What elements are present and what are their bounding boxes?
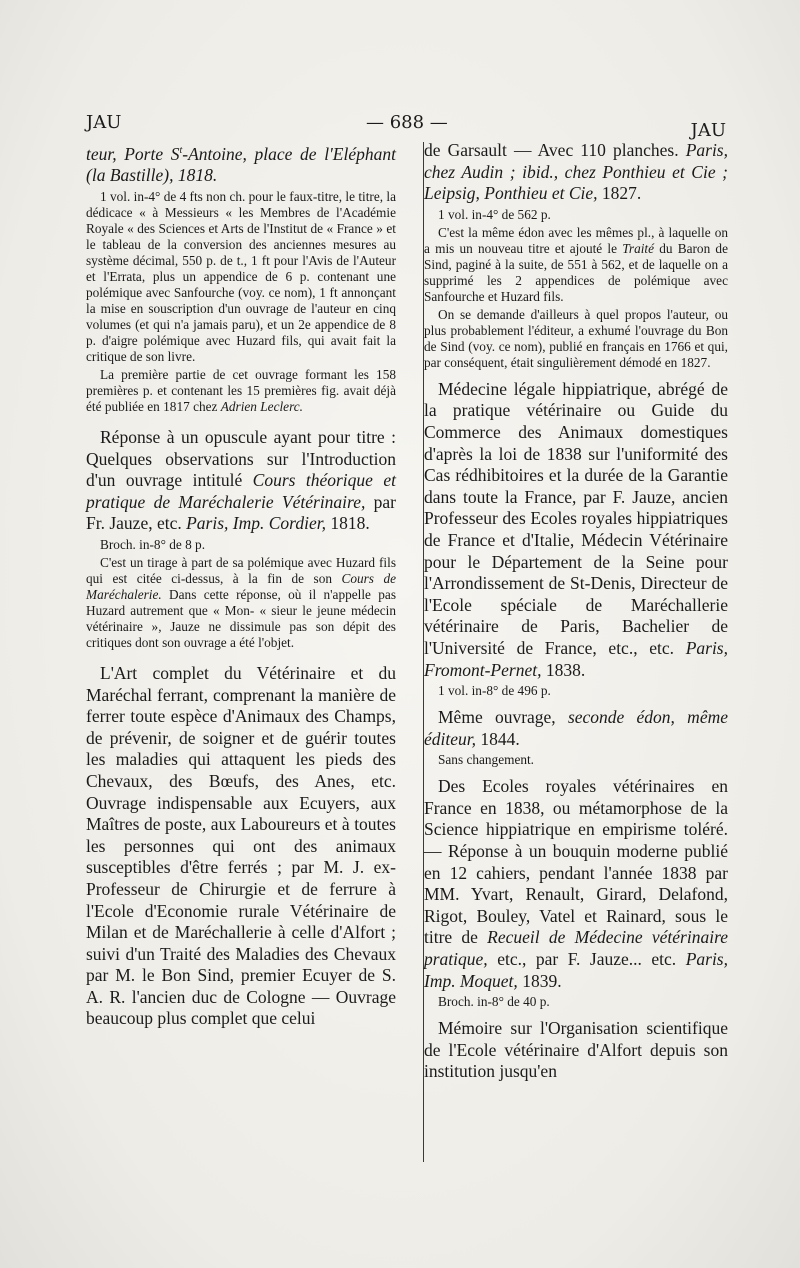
entry-continuation: teur, Porte $S^t$-Antoine, place de l'Eléphant (la Bastille), 1818. bbox=[86, 143, 396, 186]
entry-title-medecine-legale: Médecine légale hippiatrique, abrégé de la pratique vétérinaire ou Guide du Commerce des Animaux domestiques d'après la loi de 1838 sur l'uniformité des Cas rédhibitoires et la durée de la Garantie dans toute la France, par F. Jauze, ancien Professeur des Ecoles royales hippiatriques de France et d'Italie, Médecin Vétérinaire pour le Département de la Seine pour l'Arrondissement de St-Denis, Directeur de l'Ecole spéciale de Maréchallerie vétérinaire de Paris, Bachelier de l'Université de France, etc., etc. Paris, Fromont-Pernet, 1838. bbox=[424, 378, 728, 680]
running-header bbox=[86, 112, 726, 142]
entry-title-memoire: Mémoire sur l'Organisation scientifique de l'Ecole vétérinaire d'Alfort depuis son institution jusqu'en bbox=[424, 1018, 728, 1082]
entry-title-reponse: Réponse à un opuscule ayant pour titre : Quelques observations sur l'Introduction d'un ouvrage intitulé Cours théorique et pratique de Maréchalerie Vétérinaire, par Fr. Jauze, etc. Paris, Imp. Cordier, 1818. bbox=[86, 427, 396, 534]
entry-continuation: de Garsault — Avec 110 planches. Paris, chez Audin ; ibid., chez Ponthieu et Cie ; Leipsig, Ponthieu et Cie, 1827. bbox=[424, 140, 728, 204]
left-column bbox=[86, 140, 396, 1032]
entry-format: 1 vol. in-4° de 562 p. bbox=[438, 206, 551, 222]
page-number: — 688 — bbox=[366, 112, 448, 133]
entry-title-ecoles-royales: Des Ecoles royales vétérinaires en France en 1838, ou métamorphose de la Science hippiatrique en empirisme toléré. — Réponse à un bouquin moderne publié en 12 cahiers, pendant l'année 1838 par MM. Yvart, Renault, Girard, Delafond, Rigot, Bouley, Vatel et Rainard, sous le titre de Recueil de Médecine vétérinaire pratique, etc., par F. Jauze... etc. Paris, Imp. Moquet, 1839. bbox=[424, 776, 728, 991]
entry-format: Broch. in-8° de 40 p. bbox=[438, 994, 550, 1010]
entry-note: On se demande d'ailleurs à quel propos l'auteur, ou plus probablement l'éditeur, a exhumé l'ouvrage du Bon de Sind (voy. ce nom), publié en français en 1766 et qui, par conséquent, était singulièrement démodé en 1827. bbox=[424, 306, 728, 370]
right-column bbox=[424, 140, 728, 1085]
entry-title-art-complet: L'Art complet du Vétérinaire et du Maréchal ferrant, comprenant la manière de ferrer toute espèce d'Animaux des Champs, de prévenir, de soigner et de guérir toutes les maladies qui attaquent les pieds des Chevaux, des Bœufs, des Anes, etc. Ouvrage indispensable aux Ecuyers, aux Maîtres de poste, aux Laboureurs et à toutes les personnes qui ont des animaux susceptibles d'être ferrés ; par M. J. ex-Professeur de Chirurgie et de ferrure à l'Ecole d'Economie rurale Vétérinaire de Milan et de Maréchallerie à celle d'Alfort ; suivi d'un Traité des Maladies des Chevaux par M. le Bon Sind, premier Ecuyer de S. A. R. l'ancien duc de Cologne — Ouvrage beaucoup plus complet que celui bbox=[86, 662, 396, 1029]
entry-description: 1 vol. in-4° de 4 fts non ch. pour le faux-titre, le titre, la dédicace « à Messieurs « les Membres de l'Académie Royale « des Sciences et Arts de l'Institut de « France » et le tableau de la conversion des anciennes mesures au système décimal, 550 p. de t., 1 ft pour l'Avis de l'Auteur et l'Errata, plus un appendice de 6 p. contenant une polémique avec Sanfourche (voy. ce nom), 1 ft annonçant la mise en souscription d'un ouvrage de l'auteur en cinq volumes (et qui n'a jamais paru), et un 2e appendice de 8 p. d'aigre polémique avec Huzard fils, qui avait fait la critique de son livre. bbox=[86, 189, 396, 365]
entry-note: C'est un tirage à part de sa polémique avec Huzard fils qui est citée ci-dessus, à la fin de son Cours de Maréchalerie. Dans cette réponse, où il n'appelle pas Huzard autrement que « Mon- « sieur le jeune médecin vétérinaire », Jauze ne dissimule pas son dépit des critiques dont son ouvrage a été l'objet. bbox=[86, 554, 397, 650]
entry-format: 1 vol. in-8° de 496 p. bbox=[438, 683, 551, 699]
header-left: JAU bbox=[86, 112, 122, 133]
entry-note: La première partie de cet ouvrage formant les 158 premières p. et contenant les 15 premières fig. avait déjà été publiée en 1817 chez Adrien Leclerc. bbox=[86, 367, 396, 415]
entry-format: Broch. in-8° de 8 p. bbox=[100, 536, 206, 552]
entry-title-meme-ouvrage: Même ouvrage, seconde édon, même éditeur, 1844. bbox=[424, 707, 728, 749]
entry-note: C'est la même édon avec les mêmes pl., à laquelle on a mis un nouveau titre et ajouté le Traité du Baron de Sind, paginé à la suite, de 551 à 562, et de laquelle on a supprimé les 2 appendices de polémique avec Sanfourche et Huzard fils. bbox=[424, 224, 728, 304]
entry-note: Sans changement. bbox=[438, 752, 535, 768]
header-right: JAU bbox=[690, 120, 726, 141]
